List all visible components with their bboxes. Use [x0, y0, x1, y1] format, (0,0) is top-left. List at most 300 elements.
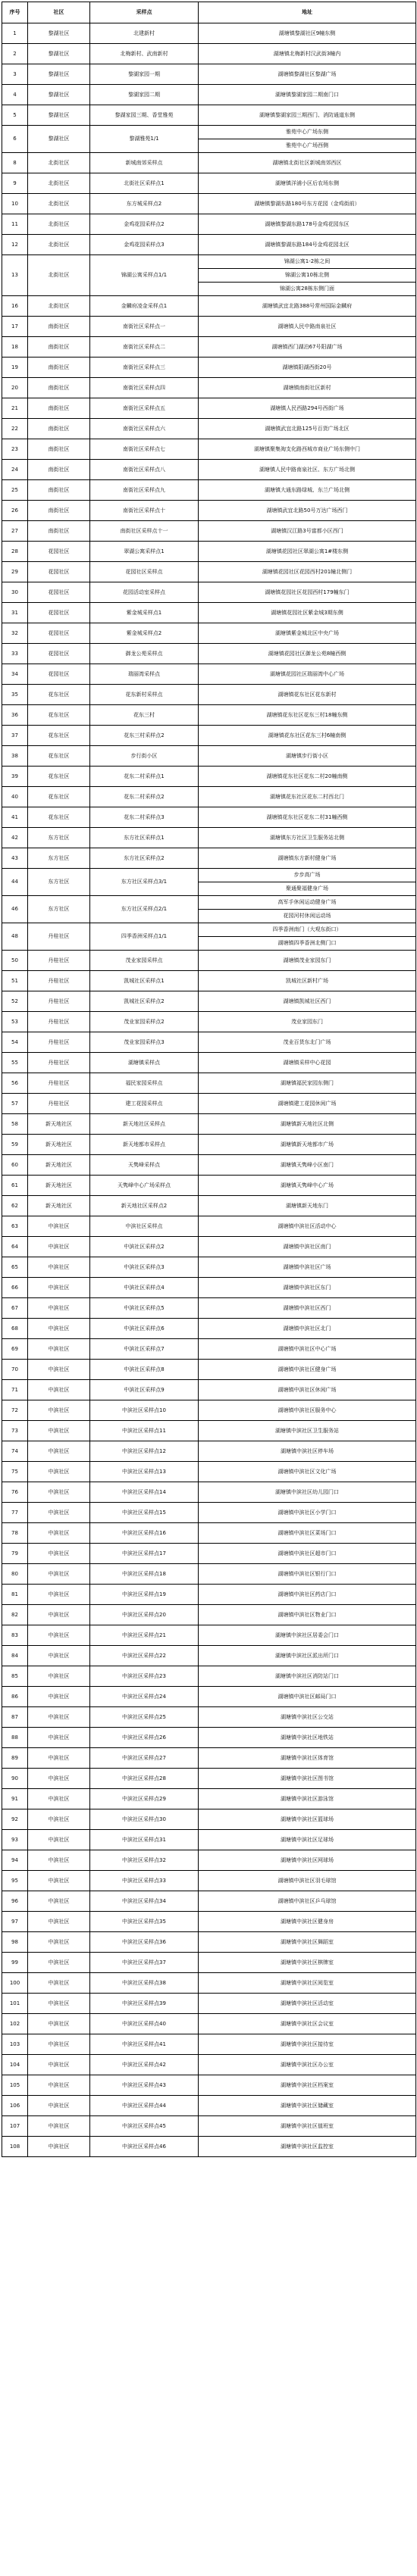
- sampling-site: 中滨社区采样点23: [90, 1666, 199, 1687]
- sampling-site: 中滨社区采样点28: [90, 1769, 199, 1789]
- table-row: [2, 562, 416, 582]
- row-number: 34: [2, 664, 28, 685]
- sampling-site: 花东二村采样点3: [90, 807, 199, 828]
- table-row: [2, 1830, 416, 1850]
- community-name: 中滨社区: [28, 2055, 90, 2075]
- table-row: [2, 2075, 416, 2096]
- sampling-site: 中滨社区采样点8: [90, 1360, 199, 1380]
- address: 湖塘镇中滨社区邮局门口: [199, 1687, 416, 1707]
- row-number: 76: [2, 1482, 28, 1503]
- row-number: 25: [2, 480, 28, 501]
- community-name: 中滨社区: [28, 1809, 90, 1830]
- address: 湖塘镇福民家园东侧门: [199, 1073, 416, 1094]
- row-number: 107: [2, 2116, 28, 2137]
- row-number: 21: [2, 398, 28, 419]
- community-name: 花东社区: [28, 746, 90, 767]
- sampling-site: 中滨社区采样点35: [90, 1912, 199, 1932]
- community-name: 南街社区: [28, 460, 90, 480]
- row-number: 50: [2, 951, 28, 971]
- community-name: 中滨社区: [28, 2014, 90, 2034]
- community-name: 新天地社区: [28, 1155, 90, 1176]
- sampling-site: 北建新村: [90, 23, 199, 44]
- community-name: 中滨社区: [28, 1850, 90, 1871]
- row-number: 74: [2, 1441, 28, 1462]
- row-number: 16: [2, 296, 28, 317]
- community-name: 中滨社区: [28, 1646, 90, 1666]
- address: 锦湖公寓28栋东侧门面: [199, 283, 416, 296]
- address: 湖塘镇中滨社区银行门口: [199, 1564, 416, 1585]
- sampling-site: 中滨社区采样点34: [90, 1891, 199, 1912]
- community-name: 黎湖社区: [28, 85, 90, 105]
- table-row: [2, 2034, 416, 2055]
- address: 雅苑中心广场西侧: [199, 139, 416, 153]
- sampling-site: 黎湖家园一期: [90, 64, 199, 85]
- sampling-site: 翠湖公寓采样点1: [90, 542, 199, 562]
- sampling-site: 步行街小区: [90, 746, 199, 767]
- sampling-site: 中滨社区采样点45: [90, 2116, 199, 2137]
- table-row: [2, 64, 416, 85]
- table-row: [2, 1298, 416, 1319]
- address: 湖塘镇凯城社区西门: [199, 991, 416, 1012]
- sampling-site: 茂业家园采样点2: [90, 1012, 199, 1032]
- table-row: [2, 1094, 416, 1114]
- sampling-site: 南街社区采样点十一: [90, 521, 199, 542]
- sampling-site: 中滨社区采样点44: [90, 2096, 199, 2116]
- address: 湖塘镇新天地社区北侧: [199, 1114, 416, 1135]
- table-row: [2, 1544, 416, 1564]
- community-name: 中滨社区: [28, 1441, 90, 1462]
- row-number: 96: [2, 1891, 28, 1912]
- address: 湖塘镇中滨社区羽毛球馆: [199, 1871, 416, 1891]
- community-name: 丹桂社区: [28, 951, 90, 971]
- table-row: [2, 971, 416, 991]
- row-number: 58: [2, 1114, 28, 1135]
- community-name: 中滨社区: [28, 1932, 90, 1953]
- address: 湖塘镇中滨社区地铁站: [199, 1728, 416, 1748]
- sampling-site: 锦湖公寓采样点1/1: [90, 255, 199, 296]
- address: 湖塘镇花东社区花东二村西北门: [199, 787, 416, 807]
- table-row: [2, 603, 416, 623]
- table-row: [2, 44, 416, 64]
- sampling-site: 中滨社区采样点11: [90, 1421, 199, 1441]
- address: 湖塘镇花东社区花东新村: [199, 685, 416, 705]
- sampling-site: 紫金城采样点2: [90, 623, 199, 644]
- row-number: 67: [2, 1298, 28, 1319]
- row-number: 102: [2, 2014, 28, 2034]
- sampling-site: 东方城采样点2: [90, 194, 199, 214]
- table-row: [2, 1135, 416, 1155]
- sampling-site: 中滨社区采样点12: [90, 1441, 199, 1462]
- row-number: 101: [2, 1994, 28, 2014]
- sampling-site: 黎湖家园三期、香堂雅苑: [90, 105, 199, 126]
- row-number: 100: [2, 1973, 28, 1994]
- address: 湖塘镇中滨社区小学门口: [199, 1503, 416, 1523]
- row-number: 11: [2, 214, 28, 235]
- table-row: [2, 767, 416, 787]
- community-name: 中滨社区: [28, 1871, 90, 1891]
- sampling-site: 中滨社区采样点19: [90, 1585, 199, 1605]
- address: 湖塘镇中滨社区活动中心: [199, 1216, 416, 1237]
- address: 湖塘镇中滨社区物业门口: [199, 1605, 416, 1625]
- sampling-site: 北梅新村、武南新村: [90, 44, 199, 64]
- address: 雅苑中心广场东侧: [199, 126, 416, 139]
- table-row: [2, 173, 416, 194]
- row-number: 81: [2, 1585, 28, 1605]
- address: 湖塘镇新天地东门: [199, 1196, 416, 1216]
- table-row: [2, 1850, 416, 1871]
- community-name: 北街社区: [28, 255, 90, 296]
- table-row: [2, 1114, 416, 1135]
- address: 湖塘镇黎湖东路178号金鸡花园东区: [199, 214, 416, 235]
- table-row: [2, 2137, 416, 2157]
- table-row: [2, 1176, 416, 1196]
- table-row: [2, 1523, 416, 1544]
- community-name: 中滨社区: [28, 1605, 90, 1625]
- community-name: 丹桂社区: [28, 991, 90, 1012]
- table-row: [2, 1932, 416, 1953]
- sampling-site: 中滨社区采样点14: [90, 1482, 199, 1503]
- row-number: 66: [2, 1278, 28, 1298]
- community-name: 花园社区: [28, 623, 90, 644]
- row-number: 6: [2, 126, 28, 153]
- table-row: [2, 787, 416, 807]
- header-no: 序号: [2, 2, 28, 23]
- row-number: 93: [2, 1830, 28, 1850]
- table-row: [2, 1809, 416, 1830]
- community-name: 丹桂社区: [28, 1012, 90, 1032]
- table-row: [2, 480, 416, 501]
- community-name: 南街社区: [28, 501, 90, 521]
- row-number: 17: [2, 317, 28, 337]
- address: 湖塘镇北梅新村汉武街3幢内: [199, 44, 416, 64]
- sampling-site: 中滨社区采样点2: [90, 1237, 199, 1257]
- address: 湖塘镇中滨社区健身广场: [199, 1360, 416, 1380]
- address: 湖塘镇黎湖东路184号金鸡花园北区: [199, 235, 416, 255]
- address: 湖塘镇北街社区新城南郊西区: [199, 153, 416, 173]
- row-number: 92: [2, 1809, 28, 1830]
- sampling-site: 中滨社区采样点6: [90, 1319, 199, 1339]
- table-row: [2, 685, 416, 705]
- row-number: 10: [2, 194, 28, 214]
- community-name: 中滨社区: [28, 1769, 90, 1789]
- address: 湖塘镇天隽峰小区南门: [199, 1155, 416, 1176]
- sampling-site: 中滨社区采样点: [90, 1216, 199, 1237]
- table-row: [2, 869, 416, 882]
- table-row: [2, 1155, 416, 1176]
- address: 湖塘镇中滨社区南门: [199, 1237, 416, 1257]
- community-name: 中滨社区: [28, 1278, 90, 1298]
- table-row: [2, 896, 416, 910]
- address: 湖塘镇中滨社区体育馆: [199, 1748, 416, 1769]
- table-row: [2, 1032, 416, 1053]
- community-name: 中滨社区: [28, 2096, 90, 2116]
- table-row: [2, 923, 416, 937]
- table-row: [2, 1605, 416, 1625]
- community-name: 黎湖社区: [28, 126, 90, 153]
- row-number: 87: [2, 1707, 28, 1728]
- sampling-site: 中滨社区采样点22: [90, 1646, 199, 1666]
- address: 湖塘镇中滨社区服务中心: [199, 1400, 416, 1421]
- row-number: 90: [2, 1769, 28, 1789]
- sampling-site: 中滨社区采样点31: [90, 1830, 199, 1850]
- sampling-site: 中滨社区采样点38: [90, 1973, 199, 1994]
- address: 湖塘镇中滨社区中心广场: [199, 1339, 416, 1360]
- community-name: 中滨社区: [28, 1421, 90, 1441]
- address: 湖塘镇洋浦小区后农场东侧: [199, 173, 416, 194]
- community-name: 中滨社区: [28, 1503, 90, 1523]
- community-name: 中滨社区: [28, 1666, 90, 1687]
- community-name: 南街社区: [28, 378, 90, 398]
- sampling-site: 中滨社区采样点36: [90, 1932, 199, 1953]
- row-number: 40: [2, 787, 28, 807]
- address: 湖塘镇武宜北路50号万达广场西门: [199, 501, 416, 521]
- address: 湖塘镇中滨社区文化广场: [199, 1462, 416, 1482]
- community-name: 中滨社区: [28, 1544, 90, 1564]
- row-number: 91: [2, 1789, 28, 1809]
- table-row: [2, 153, 416, 173]
- table-row: [2, 1625, 416, 1646]
- community-name: 中滨社区: [28, 1523, 90, 1544]
- address: 湖塘镇中滨社区东门: [199, 1278, 416, 1298]
- table-row: [2, 2096, 416, 2116]
- row-number: 33: [2, 644, 28, 664]
- community-name: 中滨社区: [28, 2034, 90, 2055]
- address: 湖塘镇中滨社区值班室: [199, 2116, 416, 2137]
- address: 湖塘镇武宜北路388号常州国际金麟府: [199, 296, 416, 317]
- community-name: 丹桂社区: [28, 971, 90, 991]
- table-row: [2, 358, 416, 378]
- row-number: 54: [2, 1032, 28, 1053]
- table-row: [2, 23, 416, 44]
- row-number: 52: [2, 991, 28, 1012]
- row-number: 59: [2, 1135, 28, 1155]
- address: 湖塘镇中滨社区会议室: [199, 2014, 416, 2034]
- sampling-site: 中滨社区采样点18: [90, 1564, 199, 1585]
- community-name: 花东社区: [28, 685, 90, 705]
- sampling-site: 花东新村采样点: [90, 685, 199, 705]
- table-row: [2, 1400, 416, 1421]
- table-row: [2, 501, 416, 521]
- community-name: 南街社区: [28, 358, 90, 378]
- address: 湖塘镇中滨社区超市门口: [199, 1544, 416, 1564]
- table-row: [2, 194, 416, 214]
- sampling-site: 花东二村采样点1: [90, 767, 199, 787]
- table-row: [2, 1707, 416, 1728]
- row-number: 80: [2, 1564, 28, 1585]
- address: 湖塘镇中滨社区阅览室: [199, 1973, 416, 1994]
- community-name: 花东社区: [28, 767, 90, 787]
- table-row: [2, 1994, 416, 2014]
- community-name: 南街社区: [28, 439, 90, 460]
- table-row: [2, 644, 416, 664]
- address: 锦湖公寓1-2栋之间: [199, 255, 416, 269]
- address: 湖塘镇中滨社区公交站: [199, 1707, 416, 1728]
- sampling-site: 新城南郊采样点: [90, 153, 199, 173]
- row-number: 88: [2, 1728, 28, 1748]
- community-name: 新天地社区: [28, 1176, 90, 1196]
- community-name: 南街社区: [28, 398, 90, 419]
- sampling-site: 凯城社区采样点1: [90, 971, 199, 991]
- table-row: [2, 1666, 416, 1687]
- table-row: [2, 255, 416, 269]
- community-name: 北街社区: [28, 153, 90, 173]
- community-name: 黎湖社区: [28, 64, 90, 85]
- sampling-site: 天隽峰中心广场采样点: [90, 1176, 199, 1196]
- table-row: [2, 1319, 416, 1339]
- community-name: 花园社区: [28, 582, 90, 603]
- address: 湖塘镇中滨社区北门: [199, 1319, 416, 1339]
- row-number: 57: [2, 1094, 28, 1114]
- sampling-site: 中滨社区采样点42: [90, 2055, 199, 2075]
- community-name: 中滨社区: [28, 1564, 90, 1585]
- header-address: 地址: [199, 2, 416, 23]
- community-name: 东方社区: [28, 828, 90, 848]
- sampling-site: 新天地社区采样点: [90, 1114, 199, 1135]
- address: 湖塘镇花东社区花东二村20幢南侧: [199, 767, 416, 787]
- community-name: 中滨社区: [28, 1585, 90, 1605]
- address: 湖塘镇中滨社区篮球场: [199, 1809, 416, 1830]
- header-community: 社区: [28, 2, 90, 23]
- address: 湖塘镇中滨社区菜场门口: [199, 1523, 416, 1544]
- community-name: 东方社区: [28, 869, 90, 896]
- community-name: 北街社区: [28, 296, 90, 317]
- sampling-site: 中滨社区采样点40: [90, 2014, 199, 2034]
- community-name: 中滨社区: [28, 1298, 90, 1319]
- sampling-site: 瑞丽湾采样点: [90, 664, 199, 685]
- community-name: 北街社区: [28, 235, 90, 255]
- table-row: [2, 582, 416, 603]
- address: 湖塘镇东方社区卫生服务站北侧: [199, 828, 416, 848]
- row-number: 39: [2, 767, 28, 787]
- row-number: 31: [2, 603, 28, 623]
- sampling-site: 花东三村: [90, 705, 199, 726]
- sampling-site: 中滨社区采样点29: [90, 1789, 199, 1809]
- sampling-site: 东方社区采样点2/1: [90, 896, 199, 923]
- table-row: [2, 1646, 416, 1666]
- sampling-site: 南街社区采样点二: [90, 337, 199, 358]
- row-number: 1: [2, 23, 28, 44]
- address: 湖塘镇中滨社区舞蹈室: [199, 1932, 416, 1953]
- table-row: [2, 1216, 416, 1237]
- row-number: 99: [2, 1953, 28, 1973]
- sampling-site: 南街社区采样点八: [90, 460, 199, 480]
- address: 湖塘镇花园社区御龙公苑8幢西侧: [199, 644, 416, 664]
- community-name: 中滨社区: [28, 1462, 90, 1482]
- address: 湖塘镇花东社区花东二村31幢西侧: [199, 807, 416, 828]
- address: 湖塘镇中滨社区休闲广场: [199, 1380, 416, 1400]
- sampling-site: 中滨社区采样点16: [90, 1523, 199, 1544]
- community-name: 中滨社区: [28, 1728, 90, 1748]
- community-name: 花东社区: [28, 726, 90, 746]
- sampling-site: 东方社区采样点3/1: [90, 869, 199, 896]
- community-name: 花园社区: [28, 603, 90, 623]
- sampling-site: 中滨社区采样点3: [90, 1257, 199, 1278]
- community-name: 南街社区: [28, 480, 90, 501]
- table-row: [2, 2014, 416, 2034]
- table-row: [2, 235, 416, 255]
- community-name: 中滨社区: [28, 1380, 90, 1400]
- address: 茂业百货东北门广场: [199, 1032, 416, 1053]
- address: 湖塘镇中滨社区活动室: [199, 1994, 416, 2014]
- address: 湖塘镇中滨社区停车场: [199, 1441, 416, 1462]
- table-row: [2, 105, 416, 126]
- sampling-site: 南街社区采样点七: [90, 439, 199, 460]
- sampling-site: 中滨社区采样点5: [90, 1298, 199, 1319]
- community-name: 中滨社区: [28, 1237, 90, 1257]
- community-name: 丹桂社区: [28, 1094, 90, 1114]
- row-number: 72: [2, 1400, 28, 1421]
- row-number: 89: [2, 1748, 28, 1769]
- table-row: [2, 1462, 416, 1482]
- sampling-site: 金鸡花园采样点2: [90, 214, 199, 235]
- row-number: 23: [2, 439, 28, 460]
- sampling-site: 新天地社区采样点2: [90, 1196, 199, 1216]
- address: 湖塘镇中滨社区消防站门口: [199, 1666, 416, 1687]
- row-number: 61: [2, 1176, 28, 1196]
- address: 高军手休闲运动健身广场: [199, 896, 416, 910]
- address: 湖塘镇采样中心花园: [199, 1053, 416, 1073]
- row-number: 106: [2, 2096, 28, 2116]
- sampling-site: 金麟府凌金采样点1: [90, 296, 199, 317]
- row-number: 5: [2, 105, 28, 126]
- community-name: 丹桂社区: [28, 1053, 90, 1073]
- address: 湖塘镇天隽峰中心广场: [199, 1176, 416, 1196]
- table-row: [2, 419, 416, 439]
- sampling-sites-table: [2, 2, 416, 2157]
- table-row: [2, 1421, 416, 1441]
- table-row: [2, 1441, 416, 1462]
- community-name: 中滨社区: [28, 1216, 90, 1237]
- address: 湖塘镇中滨社区乒乓球馆: [199, 1891, 416, 1912]
- row-number: 77: [2, 1503, 28, 1523]
- table-row: [2, 1237, 416, 1257]
- community-name: 中滨社区: [28, 1319, 90, 1339]
- table-row: [2, 726, 416, 746]
- row-number: 42: [2, 828, 28, 848]
- address: 湖塘镇花园社区花园西村201幢北侧门: [199, 562, 416, 582]
- sampling-site: 中滨社区采样点27: [90, 1748, 199, 1769]
- sampling-site: 中滨社区采样点26: [90, 1728, 199, 1748]
- address: 湖塘镇中滨社区足球场: [199, 1830, 416, 1850]
- community-name: 丹桂社区: [28, 1073, 90, 1094]
- address: 湖塘镇南街社区新村: [199, 378, 416, 398]
- address: 湖塘镇中滨社区健身房: [199, 1912, 416, 1932]
- sampling-site: 中滨社区采样点4: [90, 1278, 199, 1298]
- address: 湖塘镇花园社区花园西村179幢东门: [199, 582, 416, 603]
- address: 湖塘镇花园社区翠湖公寓1#楼东侧: [199, 542, 416, 562]
- sampling-site: 南街社区采样点十: [90, 501, 199, 521]
- header-site: 采样点: [90, 2, 199, 23]
- community-name: 南街社区: [28, 419, 90, 439]
- sampling-site: 中滨社区采样点7: [90, 1339, 199, 1360]
- table-row: [2, 1585, 416, 1605]
- row-number: 82: [2, 1605, 28, 1625]
- address: 步步高广场: [199, 869, 416, 882]
- sampling-site: 紫金城采样点1: [90, 603, 199, 623]
- address: 湖塘镇中滨社区药店门口: [199, 1585, 416, 1605]
- table-row: [2, 439, 416, 460]
- community-name: 花园社区: [28, 664, 90, 685]
- table-row: [2, 460, 416, 480]
- row-number: 85: [2, 1666, 28, 1687]
- row-number: 32: [2, 623, 28, 644]
- community-name: 中滨社区: [28, 1830, 90, 1850]
- sampling-site: 湖塘镇采样点: [90, 1053, 199, 1073]
- table-row: [2, 1728, 416, 1748]
- community-name: 黎湖社区: [28, 23, 90, 44]
- sampling-site: 花东三村采样点2: [90, 726, 199, 746]
- table-row: [2, 1482, 416, 1503]
